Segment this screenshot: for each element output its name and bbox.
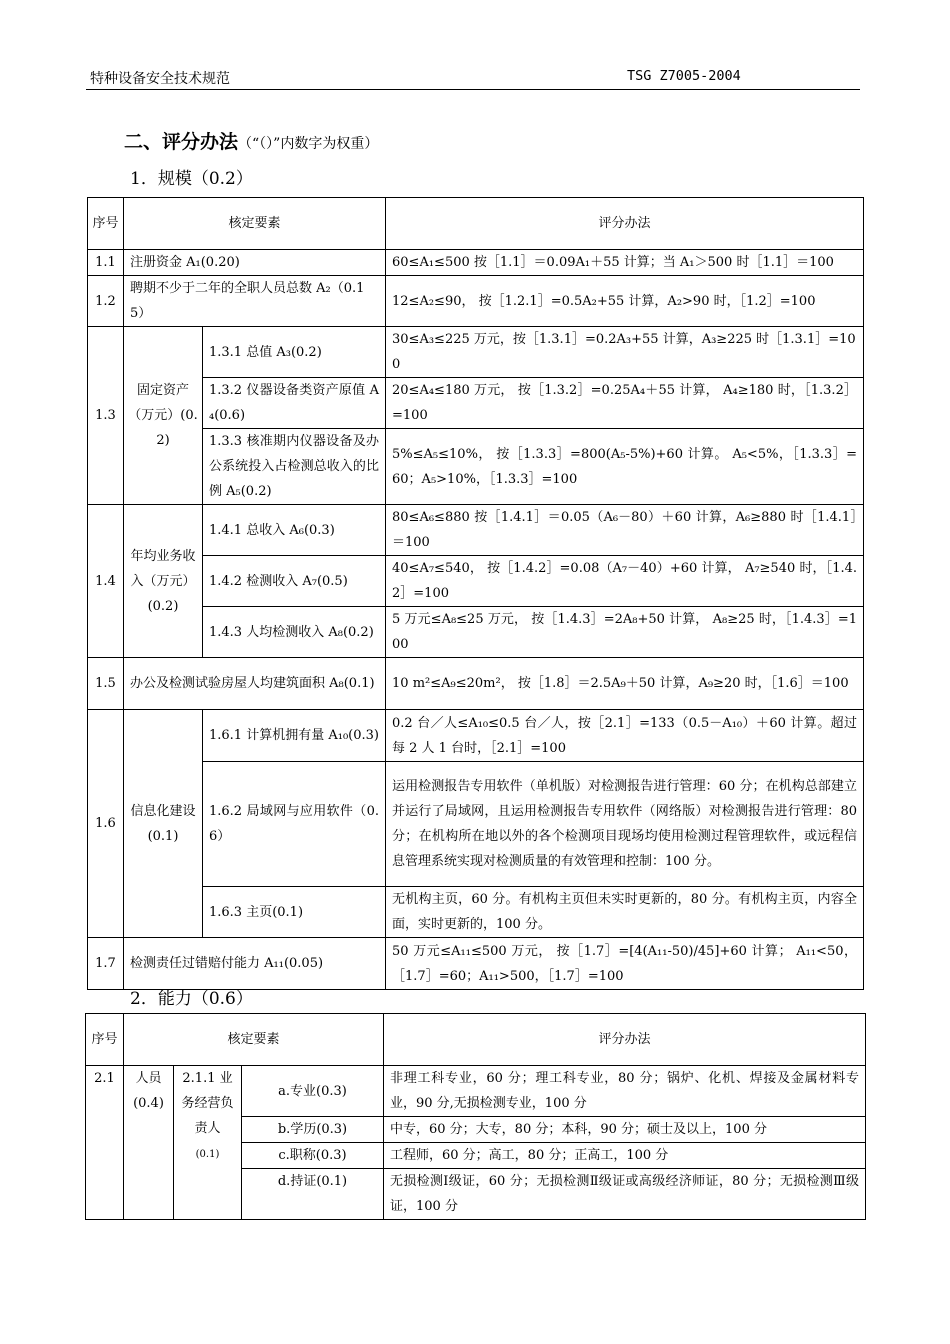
header-method: 评分办法 [386,198,864,250]
table-row [88,658,864,710]
header-item: 核定要素 [124,198,386,250]
row-group: 固定资产（万元）(0.2) [124,327,203,505]
table-row [88,327,864,378]
row-method: 工程师，60 分；高工，80 分；正高工，100 分 [384,1143,866,1169]
row-method: 中专，60 分；大专，80 分；本科，90 分；硕士及以上，100 分 [384,1117,866,1143]
table-row [86,1066,866,1117]
row-method: 80≤A₆≤880 按［1.4.1］＝0.05（A₆－80）＋60 计算，A₆≥880 时［1.4.1］＝100 [386,505,864,556]
row-method: 无损检测Ⅰ级证，60 分；无损检测Ⅱ级证或高级经济师证，80 分；无损检测Ⅲ级证，100 分 [384,1169,866,1220]
table-row [88,505,864,556]
row-group: 信息化建设(0.1) [124,710,203,938]
row-method: 50 万元≤A₁₁≤500 万元， 按［1.7］=[4(A₁₁-50)/45]+60 计算； A₁₁<50，［1.7］=60；A₁₁>500，［1.7］=100 [386,938,864,990]
table-row [88,378,864,429]
row-no: 1.7 [88,938,124,990]
row-no: 2.1 [86,1066,124,1220]
row-subitem: 1.3.1 总值 A₃(0.2) [203,327,386,378]
table-row [88,556,864,607]
row-no: 1.6 [88,710,124,938]
row-method: 30≤A₃≤225 万元，按［1.3.1］=0.2A₃+55 计算，A₃≥225 时［1.3.1］=100 [386,327,864,378]
page-header [86,68,860,90]
row-method: 40≤A₇≤540， 按［1.4.2］=0.08（A₇－40）+60 计算， A₇≥540 时，［1.4.2］=100 [386,556,864,607]
row-method: 非理工科专业，60 分；理工科专业，80 分；锅炉、化机、焊接及金属材料专业，90 分,无损检测专业，100 分 [384,1066,866,1117]
table-row [88,762,864,887]
row-subitem: 1.4.2 检测收入 A₇(0.5) [203,556,386,607]
row-no: 1.2 [88,276,124,327]
header-no: 序号 [88,198,124,250]
row-subitem: 1.3.2 仪器设备类资产原值 A₄(0.6) [203,378,386,429]
row-item: 办公及检测试验房屋人均建筑面积 A₈(0.1) [124,658,386,710]
table-row [88,276,864,327]
row-no: 1.3 [88,327,124,505]
table-row [88,887,864,938]
row-subitem: 1.4.1 总收入 A₆(0.3) [203,505,386,556]
row-no: 1.4 [88,505,124,658]
section-title [124,127,378,154]
row-subitem: 1.6.3 主页(0.1) [203,887,386,938]
capability-scoring-table [85,1013,866,1220]
row-subitem: 1.6.1 计算机拥有量 A₁₀(0.3) [203,710,386,762]
row-no: 1.1 [88,250,124,276]
row-no: 1.5 [88,658,124,710]
row-method: 20≤A₄≤180 万元， 按［1.3.2］=0.25A₄＋55 计算， A₄≥180 时，［1.3.2］=100 [386,378,864,429]
row-subitem: d.持证(0.1) [242,1169,384,1220]
subsection-scale-title: 1．规模（0.2） [130,169,253,189]
row-subitem: 1.6.2 局域网与应用软件（0.6） [203,762,386,887]
row-subitem: c.职称(0.3) [242,1143,384,1169]
header-no: 序号 [86,1014,124,1066]
row-subgroup [174,1066,242,1220]
table-row [88,250,864,276]
table-row [88,429,864,505]
row-item: 聘期不少于二年的全职人员总数 A₂（0.15） [124,276,386,327]
section-title-note: （“（）”内数字为权重） [238,136,379,152]
section-title-main: 二、评分办法 [124,131,239,153]
row-item: 检测责任过错赔付能力 A₁₁(0.05) [124,938,386,990]
table-row [88,607,864,658]
row-method: 运用检测报告专用软件（单机版）对检测报告进行管理：60 分；在机构总部建立并运行了局域网，且运用检测报告专用软件（网络版）对检测报告进行管理：80 分；在机构所在地以外的各个检测项目现场均使用检测过程管理软件，或远程信息管理系统实现对检测质量的有效管理和控制：100 分。 [386,762,864,887]
row-item: 注册资金 A₁(0.20) [124,250,386,276]
subgroup-label: 2.1.1 业务经营负责人 [181,1071,234,1136]
table-header-row [88,198,864,250]
row-subitem: 1.4.3 人均检测收入 A₈(0.2) [203,607,386,658]
row-method: 0.2 台／人≤A₁₀≤0.5 台／人，按［2.1］=133（0.5－A₁₀）＋60 计算。超过每 2 人 1 台时，［2.1］=100 [386,710,864,762]
row-group: 年均业务收入（万元）(0.2) [124,505,203,658]
row-subitem: b.学历(0.3) [242,1117,384,1143]
row-method: 无机构主页，60 分。有机构主页但未实时更新的，80 分。有机构主页，内容全面，实时更新的，100 分。 [386,887,864,938]
header-left-title: 特种设备安全技术规范 [90,71,230,87]
table-header-row [86,1014,866,1066]
subsection-capability-title: 2．能力（0.6） [130,989,253,1009]
row-method: 10 m²≤A₉≤20m²， 按［1.8］＝2.5A₉＋50 计算，A₉≥20 时，［1.6］＝100 [386,658,864,710]
header-method: 评分办法 [384,1014,866,1066]
row-method: 5%≤A₅≤10%， 按［1.3.3］=800(A₅-5%)+60 计算。 A₅<5%，［1.3.3］=60；A₅>10%，［1.3.3］=100 [386,429,864,505]
header-standard-code: TSG Z7005-2004 [627,68,741,84]
row-method: 5 万元≤A₈≤25 万元， 按［1.4.3］=2A₈+50 计算， A₈≥25 时，［1.4.3］=100 [386,607,864,658]
row-method: 12≤A₂≤90， 按［1.2.1］=0.5A₂+55 计算，A₂>90 时，［1.2］=100 [386,276,864,327]
scale-scoring-table [87,197,864,990]
row-subitem: a.专业(0.3) [242,1066,384,1117]
row-method: 60≤A₁≤500 按［1.1］＝0.09A₁＋55 计算；当 A₁＞500 时［1.1］＝100 [386,250,864,276]
table-row [88,710,864,762]
row-subitem: 1.3.3 核准期内仪器设备及办公系统投入占检测总收入的比例 A₅(0.2) [203,429,386,505]
table-row [88,938,864,990]
row-group: 人员(0.4) [124,1066,174,1220]
header-item: 核定要素 [124,1014,384,1066]
subgroup-weight: (0.1) [195,1149,220,1160]
